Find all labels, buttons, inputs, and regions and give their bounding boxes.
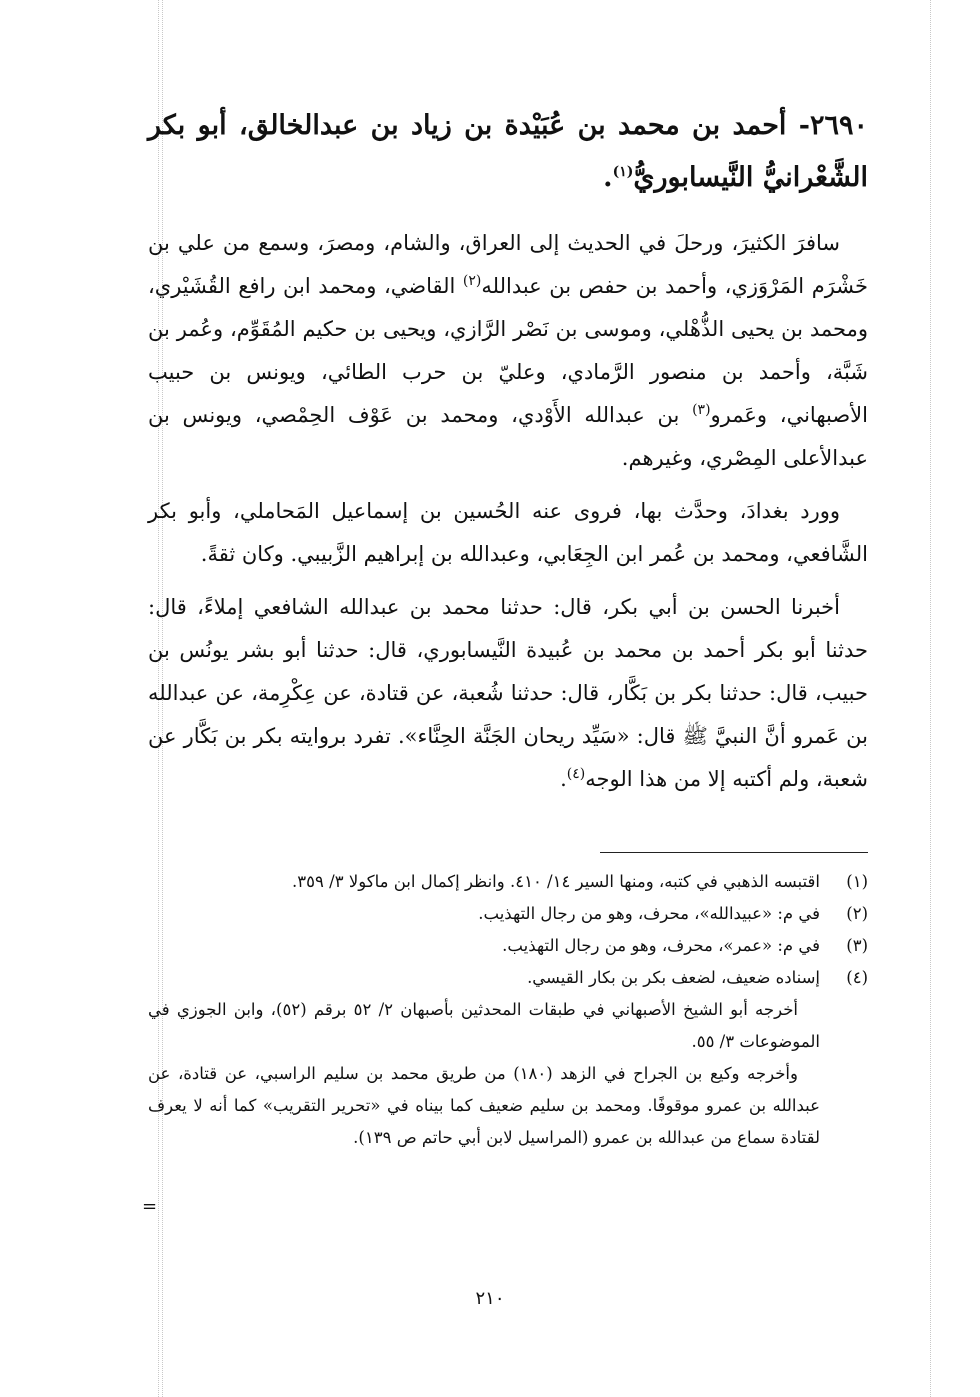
footnote-text: إسناده ضعيف، لضعف بكر بن بكار القيسي. bbox=[527, 968, 820, 987]
paragraph-teachers bbox=[148, 222, 868, 480]
footnote-number: (١) bbox=[846, 872, 868, 891]
footnote-item bbox=[148, 930, 868, 962]
continuation-mark: = bbox=[142, 1196, 158, 1217]
footnote-number: (٤) bbox=[846, 968, 868, 987]
footnote-ref: (٤) bbox=[566, 766, 586, 782]
footnote-item bbox=[148, 866, 868, 898]
paragraph-text: سافرَ الكثيرَ، ورحلَ في الحديث إلى العراق، والشام، ومصرَ، وسمع من علي بن خَشْرَم المَرْوَزي، وأحمد بن حفص بن عبدالله bbox=[148, 231, 868, 298]
footnote-item bbox=[148, 898, 868, 930]
footnote-ref: (٢) bbox=[462, 273, 482, 289]
paragraph-text: وورد بغدادَ، وحدَّث بها، فروى عنه الحُسين بن إسماعيل المَحاملي، وأبو بكر الشَّافعي، ومحمد بن عُمر ابن الجِعَابي، وعبدالله بن إبراهيم الزَّبيبي. وكان ثقةً. bbox=[148, 499, 868, 566]
scan-guide-line bbox=[930, 0, 931, 1397]
entry-heading bbox=[148, 100, 868, 204]
footnote-separator bbox=[600, 852, 868, 853]
entry-title-end: . bbox=[603, 162, 613, 193]
paragraph-text: بن عبدالله الأَوْدي، ومحمد بن عَوْف الحِمْصي، ويونس بن عبدالأعلى المِصْري، وغيرهم. bbox=[148, 403, 868, 470]
paragraph-students bbox=[148, 490, 868, 576]
footnote-continuation: أخرجه أبو الشيخ الأصبهاني في طبقات المحدثين بأصبهان ٢/ ٥٢ برقم (٥٢)، وابن الجوزي في الموضوعات ٣/ ٥٥. bbox=[148, 1000, 820, 1051]
footnote-item bbox=[148, 962, 868, 994]
paragraph-text: أخبرنا الحسن بن أبي بكر، قال: حدثنا محمد بن عبدالله الشافعي إملاءً، قال: حدثنا أبو بكر أحمد بن محمد بن عُبيدة النَّيسابوري، قال: حدثنا أبو بشر يونُس بن حبيب، قال: حدثنا بكر بن بَكَّار، قال: حدثنا شُعبة، عن قتادة، عن عِكْرِمة، عن عبدالله بن عَمرو أنَّ النبيَّ ﷺ قال: «سَيِّد ريحان الجَنَّة الحِنَّاء». تفرد بروايته بكر بن بَكَّار عن شعبة، ولم أكتبه إلا من هذا الوجه bbox=[148, 595, 868, 791]
paragraph-text: . bbox=[560, 767, 567, 791]
footnote-number: (٢) bbox=[846, 904, 868, 923]
paragraph-hadith bbox=[148, 586, 868, 801]
footnote-ref: (١) bbox=[612, 164, 634, 180]
footnote-number: (٣) bbox=[846, 936, 868, 955]
footnote-ref: (٣) bbox=[692, 402, 711, 418]
entry-title-text: ٢٦٩٠- أحمد بن محمد بن عُبَيْدة بن زياد بن عبدالخالق، أبو بكر الشَّعْرانيُّ النَّيسابوريُّ bbox=[148, 110, 868, 193]
footnote-text: في م: «عمر»، محرف، وهو من رجال التهذيب. bbox=[502, 936, 820, 955]
page-number: ٢١٠ bbox=[475, 1288, 505, 1309]
footnote-text: اقتبسه الذهبي في كتبه، ومنها السير ١٤/ ٤١٠. وانظر إكمال ابن ماكولا ٣/ ٣٥٩. bbox=[292, 872, 820, 891]
footnote-continuation: وأخرجه وكيع بن الجراح في الزهد (١٨٠) من طريق محمد بن سليم الراسبي، عن قتادة، عن عبدالله بن عمرو موقوفًا. ومحمد بن سليم ضعيف كما بيناه في «تحرير التقريب» كما أنه لا يعرف لقتادة سماع من عبدالله بن عمرو (المراسيل لابن أبي حاتم ص ١٣٩). bbox=[148, 1064, 820, 1147]
footnotes bbox=[148, 866, 868, 1154]
paragraph-text: القاضي، ومحمد ابن رافع القُشَيْري، ومحمد بن يحيى الذُّهْلي، وموسى بن نَصْر الرَّازي، ويحيى بن حكيم المُقَوِّم، وعُمر بن شَبَّة، وأحمد بن منصور الرَّمادي، وعليّ بن حرب الطائي، ويونس بن حبيب الأصبهاني، وعَمرو bbox=[148, 274, 868, 427]
footnote-text: في م: «عبيدالله»، محرف، وهو من رجال التهذيب. bbox=[478, 904, 820, 923]
entry-body bbox=[148, 222, 868, 811]
